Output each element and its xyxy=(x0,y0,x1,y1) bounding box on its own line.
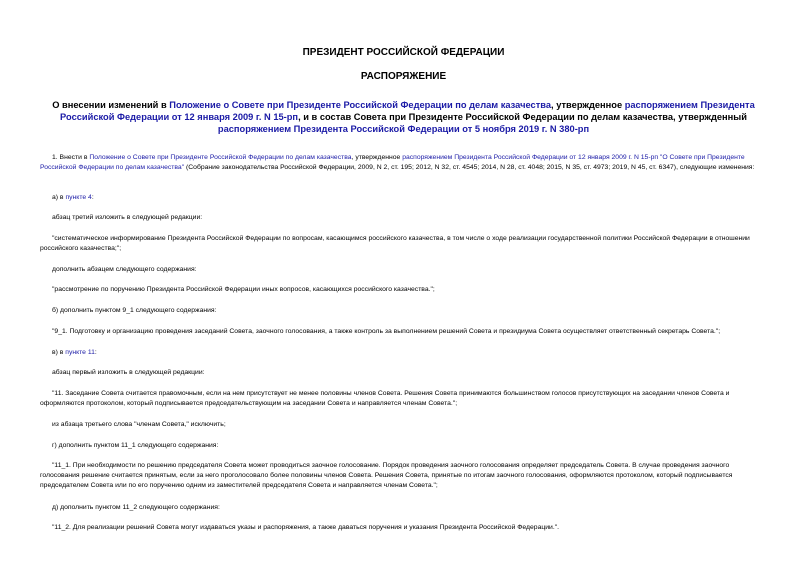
issuer-heading: ПРЕЗИДЕНТ РОССИЙСКОЙ ФЕДЕРАЦИИ xyxy=(302,47,505,58)
document-type-heading: РАСПОРЯЖЕНИЕ xyxy=(360,71,447,82)
item-b-text-1: "9_1. Подготовку и организацию проведения заседаний Совета, заочного голосования, а также контроль за выполнением решений Совета и президиума Совета осуществляет ответственный секретарь Совета."; xyxy=(52,328,721,335)
item-v-text-3: из абзаца третьего слова "членам Совета," исключить; xyxy=(52,421,226,428)
title-text: , утвержденное xyxy=(551,100,625,110)
paragraph-1 xyxy=(40,153,770,173)
item-a-text-2: "систематическое информирование Президента Российской Федерации по вопросам, касающимся российского казачества, в том числе о ходе реализации государственной политики Российской Федерации в отношении российского казачества;"; xyxy=(40,235,750,252)
title-text: , и в состав Совета при Президенте Российской Федерации по делам казачества, утвержденный xyxy=(298,112,747,122)
title-text: О внесении изменений в xyxy=(52,100,170,110)
link-order-2009[interactable]: распоряжением Президента Российской Федерации от 12 января 2009 г. N 15-рп "О Совете при Президенте Российской Федерации по делам казачества" xyxy=(40,154,745,171)
item-v-text-2: "11. Заседание Совета считается правомочным, если на нем присутствует не менее половины членов Совета. Решения Совета принимаются большинством голосов присутствующих на заседании членов Совета и оформляются протоколом, который подписывается председательствующим на заседании Совета и направляется членам Совета."; xyxy=(40,390,730,407)
link-point-4[interactable]: пункте 4 xyxy=(65,194,92,201)
title-link-order-2019[interactable]: распоряжением Президента Российской Федерации от 5 ноября 2019 г. N 380-рп xyxy=(217,124,590,134)
item-d: д) дополнить пунктом 11_2 следующего содержания: xyxy=(52,504,220,511)
item-v xyxy=(40,348,770,358)
link-point-11[interactable]: пункте 11 xyxy=(65,349,95,356)
item-a-text-4: "рассмотрение по поручению Президента Российской Федерации иных вопросов, касающихся российского казачества."; xyxy=(52,286,435,293)
item-v-text-1: абзац первый изложить в следующей редакции: xyxy=(52,369,205,376)
item-g: г) дополнить пунктом 11_1 следующего содержания: xyxy=(52,442,219,449)
title-link-regulation[interactable]: Положение о Совете при Президенте Российской Федерации по делам казачества xyxy=(169,100,552,110)
item-d-text-1: "11_2. Для реализации решений Совета могут издаваться указы и распоряжения, а также даваться поручения и указания Президента Российской Федерации.". xyxy=(52,524,560,531)
paragraph-text: в) в xyxy=(52,349,66,356)
item-a xyxy=(40,193,770,203)
paragraph-text: , утвержденное xyxy=(351,154,403,161)
item-a-text-3: дополнить абзацем следующего содержания: xyxy=(52,266,197,273)
paragraph-text: а) в xyxy=(52,194,66,201)
title-link-order-2009[interactable]: распоряжением Президента Российской Федерации от 12 января 2009 г. N 15-рп xyxy=(60,100,755,122)
item-g-text-1: "11_1. При необходимости по решению председателя Совета может проводиться заочное голосование. Порядок проведения заочного голосования определяет председатель Совета. В случае проведения заочного голосования решение считается принятым, если за него проголосовало более половины членов Совета. Решения Совета, принятые по итогам заочного голосования, оформляются протоколом, который подписывается председателем Совета или по его поручению одним из заместителей председателя Совета и направляется членам Совета."; xyxy=(40,462,733,489)
item-a-text-1: абзац третий изложить в следующей редакции: xyxy=(52,214,203,221)
document-title xyxy=(36,99,771,135)
paragraph-text: (Собрание законодательства Российской Федерации, 2009, N 2, ст. 195; 2012, N 32, ст. 4545; 2014, N 28, ст. 4048; 2015, N 35, ст. 4973; 2019, N 45, ст. 6347), следующие изменения: xyxy=(184,164,755,171)
paragraph-text: : xyxy=(91,194,94,201)
paragraph-text: 1. Внести в xyxy=(52,154,90,161)
link-regulation[interactable]: Положение о Совете при Президенте Российской Федерации по делам казачества xyxy=(89,154,352,161)
item-b: б) дополнить пунктом 9_1 следующего содержания: xyxy=(52,307,217,314)
paragraph-text: : xyxy=(94,349,97,356)
